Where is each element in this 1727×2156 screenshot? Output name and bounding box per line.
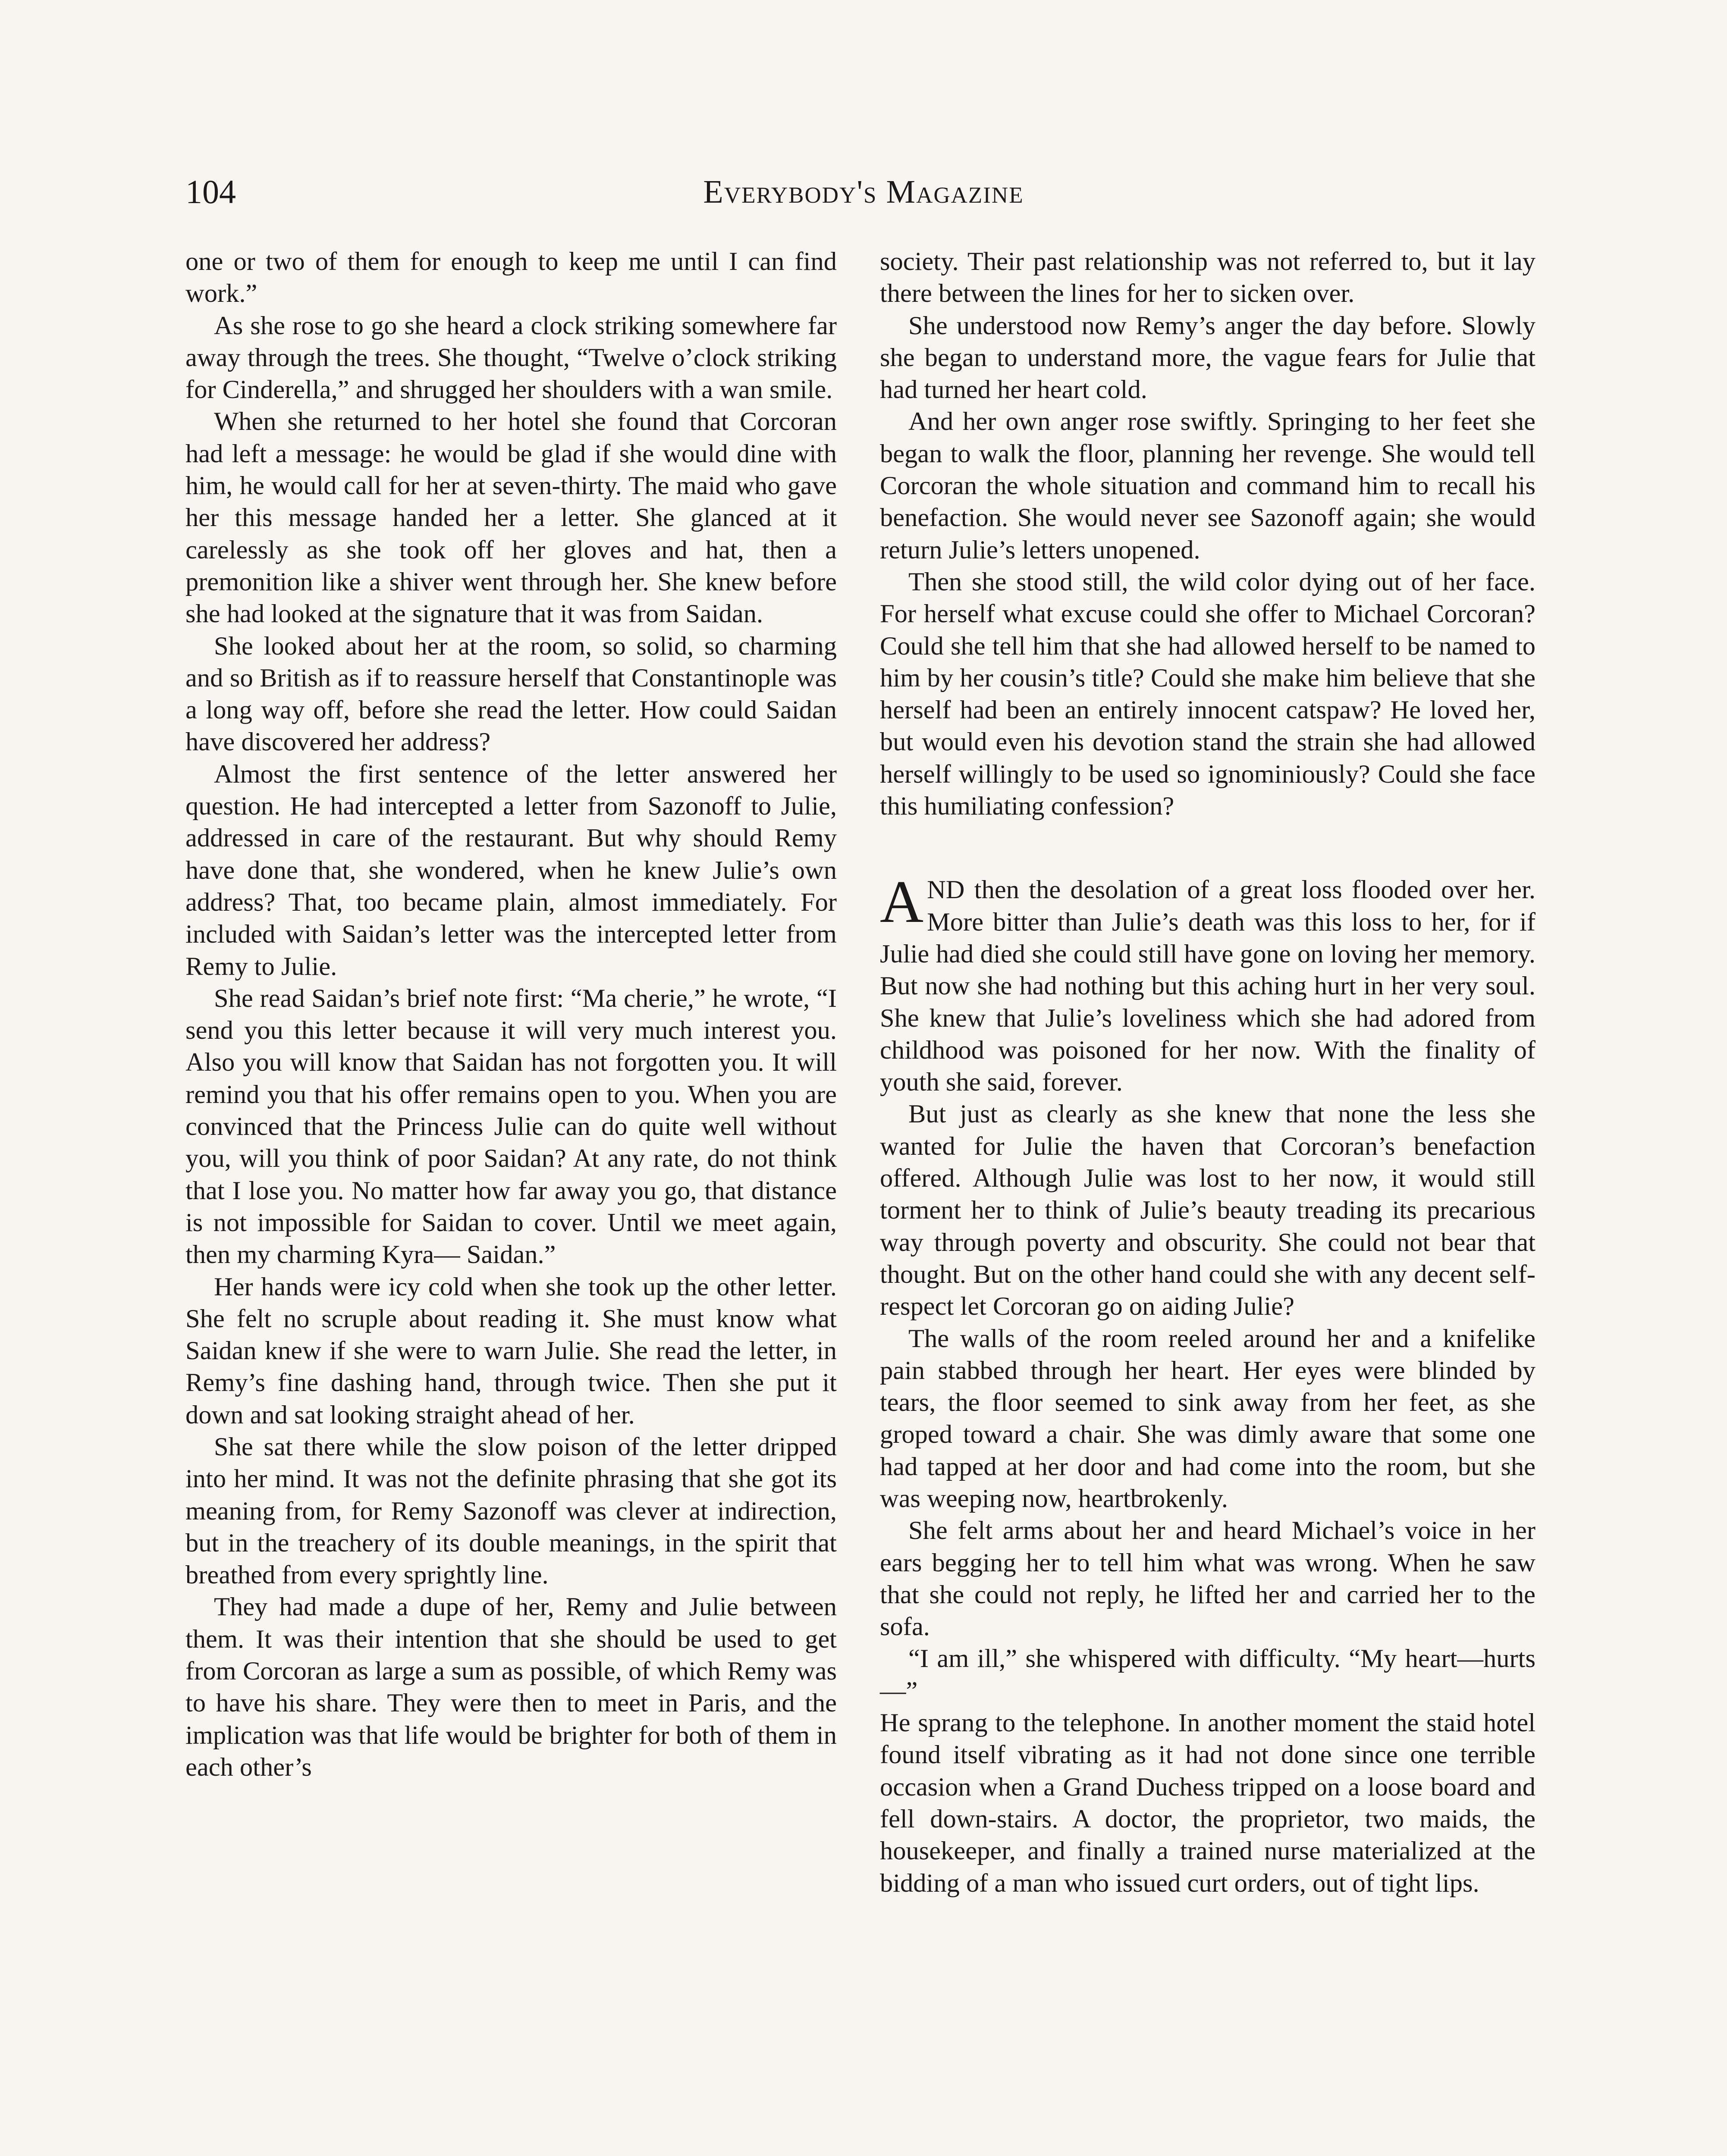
paragraph: She looked about her at the room, so solid, so charming and so British as if to reassure herself that Constantinople was a long way off, before she read the letter. How could Saidan have discovered her address?: [185, 631, 837, 757]
paragraph: As she rose to go she heard a clock striking somewhere far away through the trees. She thought, “Twelve o’clock striking for Cinderella,” and shrugged her shoulders with a wan smile.: [185, 311, 837, 404]
paragraph: The walls of the room reeled around her and a knifelike pain stabbed through her heart. Her eyes were blinded by tears, the floor seemed to sink away from her feet, as she groped toward a chair. She was dimly aware that some one had tapped at her door and had come into the room, but she was weeping now, heartbrokenly.: [880, 1324, 1535, 1513]
left-column: [185, 246, 837, 1783]
paragraph: She understood now Remy’s anger the day before. Slowly she began to understand more, the vague fears for Julie that had turned her heart cold.: [880, 311, 1535, 404]
paragraph: Then she stood still, the wild color dying out of her face. For herself what excuse could she offer to Michael Corcoran? Could she tell him that she had allowed herself to be named to him by her cousin’s title? Could she make him believe that she herself had been an entirely innocent catspaw? He loved her, but would even his devotion stand the strain she had allowed herself willingly to be used so ignominiously? Could she face this humiliating confession?: [880, 567, 1535, 821]
paragraph: They had made a dupe of her, Remy and Julie between them. It was their intention that she should be used to get from Corcoran as large a sum as possible, of which Remy was to have his share. They were then to meet in Paris, and the implication was that life would be brighter for both of them in each other’s: [185, 1592, 837, 1782]
paragraph: She sat there while the slow poison of the letter dripped into her mind. It was not the definite phrasing that she got its meaning from, for Remy Sazonoff was clever at indirection, but in the treachery of its double meanings, in the spirit that breathed from every sprightly line.: [185, 1432, 837, 1590]
paragraph: She felt arms about her and heard Michael’s voice in her ears begging her to tell him what was wrong. When he saw that she could not reply, he lifted her and carried her to the sofa.: [880, 1516, 1535, 1642]
paragraph: Her hands were icy cold when she took up the other letter. She felt no scruple about reading it. She must know what Saidan knew if she were to warn Julie. She read the letter, in Remy’s fine dashing hand, through twice. Then she put it down and sat looking straight ahead of her.: [185, 1272, 837, 1429]
page-header: [0, 170, 1727, 222]
paragraph: But just as clearly as she knew that none the less she wanted for Julie the haven that Corcoran’s benefaction offered. Although Julie was lost to her now, it would still torment her to think of Julie’s beauty treading its precarious way through poverty and obscurity. She could not bear that thought. But on the other hand could she with any decent self-respect let Corcoran go on aiding Julie?: [880, 1100, 1535, 1321]
paragraph: And her own anger rose swiftly. Springing to her feet she began to walk the floor, planning her revenge. She would tell Corcoran the whole situation and command him to recall his benefaction. She would never see Sazonoff again; she would return Julie’s letters unopened.: [880, 407, 1535, 564]
paragraph: Almost the first sentence of the letter answered her question. He had intercepted a letter from Sazonoff to Julie, addressed in care of the restaurant. But why should Remy have done that, she wondered, when he knew Julie’s own address? That, too became plain, almost immediately. For included with Saidan’s letter was the intercepted letter from Remy to Julie.: [185, 759, 837, 981]
paragraph-text: then the desolation of a great loss flooded over her. More bitter than Julie’s death was this loss to her, for if Julie had died she could still have gone on loving her memory. But now she had nothing but this aching hurt in her very soul. She knew that Julie’s loveliness which she had adored from childhood was poisoned for her now. With the finality of youth she said, forever.: [880, 875, 1535, 1097]
drop-cap: A: [880, 868, 924, 936]
paragraph: one or two of them for enough to keep me until I can find work.”: [185, 247, 837, 308]
magazine-title: Everybody's Magazine: [703, 174, 1024, 210]
paragraph: “I am ill,” she whispered with difficulty. “My heart—hurts—”: [880, 1644, 1535, 1705]
paragraph: When she returned to her hotel she found that Corcoran had left a message: he would be glad if she would dine with him, he would call for her at seven-thirty. The maid who gave her this message handed her a letter. She glanced at it carelessly as she took off her gloves and hat, then a premonition like a shiver went through her. She knew before she had looked at the signature that it was from Saidan.: [185, 407, 837, 629]
section-opening-paragraph: [880, 868, 1535, 1098]
lead-in-caps: ND: [927, 875, 965, 905]
right-column: [880, 246, 1535, 1899]
paragraph: She read Saidan’s brief note first: “Ma cherie,” he wrote, “I send you this letter because it will very much interest you. Also you will know that Saidan has not forgotten you. It will remind you that his offer remains open to you. When you are convinced that the Princess Julie can do quite well without you, will you think of poor Saidan? At any rate, do not think that I lose you. No matter how far away you go, that distance is not impossible for Saidan to cover. Until we meet again, then my charming Kyra— Saidan.”: [185, 984, 837, 1269]
page-number: 104: [185, 173, 236, 210]
paragraph: He sprang to the telephone. In another moment the staid hotel found itself vibrating as it had not done since one terrible occasion when a Grand Duchess tripped on a loose board and fell down-stairs. A doctor, the proprietor, two maids, the housekeeper, and finally a trained nurse materialized at the bidding of a man who issued curt orders, out of tight lips.: [880, 1708, 1535, 1898]
paragraph: society. Their past relationship was not referred to, but it lay there between the lines for her to sicken over.: [880, 247, 1535, 308]
